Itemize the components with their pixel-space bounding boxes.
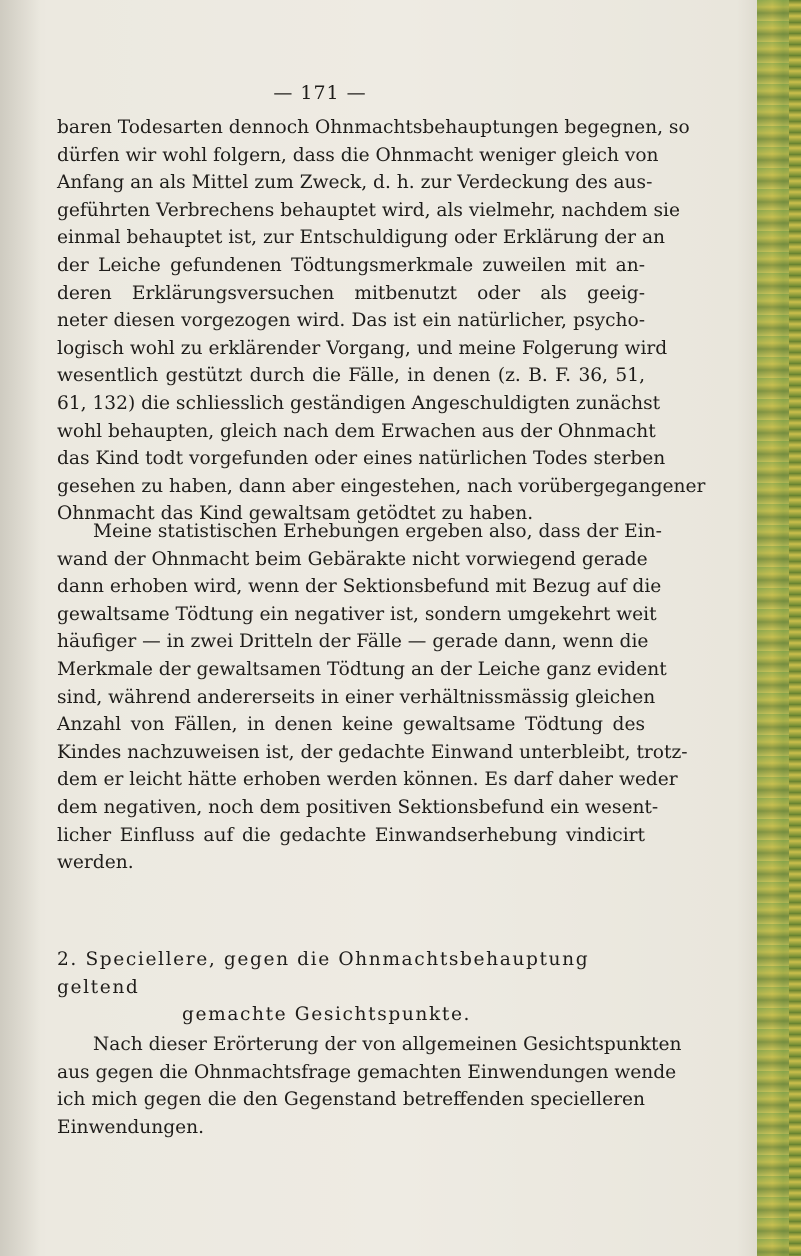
text-line: Ohnmacht das Kind gewaltsam getödtet zu haben. (57, 503, 534, 525)
text-line: logisch wohl zu erklärender Vorgang, und meine Folgerung wird (57, 337, 668, 359)
text-line: Kindes nachzuweisen ist, der gedachte Einwand unterbleibt, trotz- (57, 741, 688, 763)
text-line: gewaltsame Tödtung ein negativer ist, sondern umgekehrt weit (57, 603, 657, 625)
text-line: wesentlich gestützt durch die Fälle, in denen (z. B. F. 36, 51, (57, 365, 645, 387)
paragraph-2 (57, 518, 688, 877)
text-line: dem er leicht hätte erhoben werden können. Es darf daher weder (57, 769, 678, 791)
text-line: häufiger — in zwei Dritteln der Fälle — gerade dann, wenn die (57, 631, 649, 653)
text-line: gesehen zu haben, dann aber eingestehen, nach vorübergegangener (57, 475, 706, 497)
text-line: Einwendungen. (57, 1116, 205, 1138)
text-line: wohl behaupten, gleich nach dem Erwachen aus der Ohnmacht (57, 420, 656, 442)
text-line: Anfang an als Mittel zum Zweck, d. h. zur Verdeckung des aus- (57, 172, 653, 194)
text-line: Nach dieser Erörterung der von allgemeinen Gesichtspunkten (93, 1034, 682, 1055)
text-line: das Kind todt vorgefunden oder eines natürlichen Todes sterben (57, 448, 666, 470)
text-line: Meine statistischen Erhebungen ergeben also, dass der Ein- (93, 521, 662, 542)
text-line: sind, während andererseits in einer verhältnissmässig gleichen (57, 686, 656, 708)
text-line: neter diesen vorgezogen wird. Das ist ein natürlicher, psycho- (57, 310, 645, 332)
page-number: — 171 — (273, 82, 367, 104)
section-heading-line-2: gemachte Gesichtspunkte. (182, 1004, 472, 1026)
text-line: dann erhoben wird, wenn der Sektionsbefund mit Bezug auf die (57, 576, 662, 598)
text-line: Anzahl von Fällen, in denen keine gewaltsame Tödtung des (57, 714, 645, 736)
section-heading-line-1: 2. Speciellere, gegen die Ohnmachtsbehauptung geltend (57, 949, 590, 998)
paragraph-3 (57, 1031, 682, 1141)
text-line: einmal behauptet ist, zur Entschuldigung oder Erklärung der an (57, 227, 666, 249)
text-line: Merkmale der gewaltsamen Tödtung an der Leiche ganz evident (57, 658, 667, 680)
text-line: dem negativen, noch dem positiven Sektionsbefund ein wesent- (57, 796, 659, 818)
text-line: dürfen wir wohl folgern, dass die Ohnmacht weniger gleich von (57, 144, 659, 166)
text-line: ich mich gegen die den Gegenstand betreffenden specielleren (57, 1089, 645, 1111)
page-gutter-shadow (0, 0, 40, 1256)
text-line: wand der Ohnmacht beim Gebärakte nicht vorwiegend gerade (57, 548, 648, 570)
text-line: werden. (57, 852, 134, 874)
book-edge-inner (789, 0, 801, 1256)
text-line: deren Erklärungsversuchen mitbenutzt oder als geeig- (57, 282, 645, 304)
paragraph-1 (57, 114, 706, 528)
section-heading (57, 946, 657, 1029)
text-line: licher Einfluss auf die gedachte Einwandserhebung vindicirt (57, 824, 645, 846)
text-line: aus gegen die Ohnmachtsfrage gemachten Einwendungen wende (57, 1061, 677, 1083)
text-line: 61, 132) die schliesslich geständigen Angeschuldigten zunächst (57, 392, 661, 414)
text-line: geführten Verbrechens behauptet wird, als vielmehr, nachdem sie (57, 199, 680, 221)
text-line: der Leiche gefundenen Tödtungsmerkmale zuweilen mit an- (57, 254, 645, 276)
text-line: baren Todesarten dennoch Ohnmachtsbehauptungen begegnen, so (57, 117, 690, 138)
